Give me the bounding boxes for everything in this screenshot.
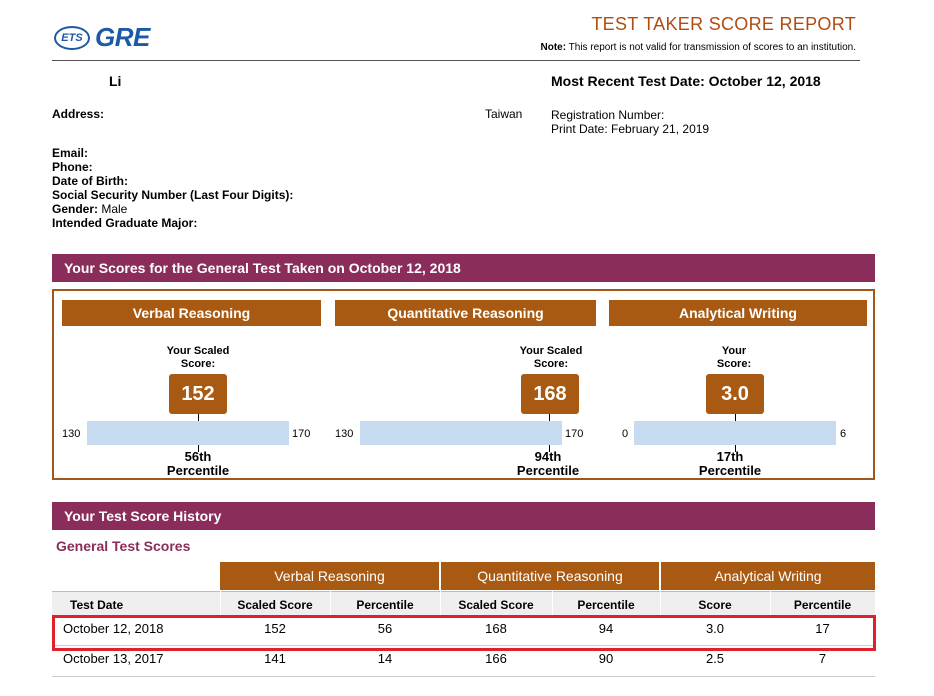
quant-score-badge: 168 xyxy=(521,374,579,414)
personal-info xyxy=(52,146,293,230)
address-label: Address: xyxy=(52,107,105,121)
col-writing-percentile: Percentile xyxy=(793,598,852,612)
writing-scaled-label xyxy=(694,345,774,371)
registration-block xyxy=(551,108,709,136)
writing-range-max: 6 xyxy=(840,428,847,440)
report-note xyxy=(540,42,856,53)
scores-section-title: Your Scores for the General Test Taken on October 12, 2018 xyxy=(52,254,875,282)
writing-panel-header: Analytical Writing xyxy=(609,300,867,326)
verbal-scaled-label xyxy=(158,345,238,371)
col-writing-score: Score xyxy=(698,598,732,612)
writing-percentile xyxy=(685,450,775,478)
country: Taiwan xyxy=(485,107,523,121)
verbal-label-line2: Score: xyxy=(180,358,216,370)
quant-range-min: 130 xyxy=(335,428,354,440)
quant-score-bar xyxy=(360,421,562,445)
row-verbal-scaled: 141 xyxy=(264,650,286,666)
row-quant-percentile: 94 xyxy=(598,620,614,636)
quant-label-line2: Score: xyxy=(533,358,569,370)
row-quant-percentile: 90 xyxy=(598,650,614,666)
row-writing-score: 2.5 xyxy=(705,650,725,666)
quant-percentile xyxy=(503,450,593,478)
print-date: Print Date: February 21, 2019 xyxy=(551,122,710,136)
quant-panel xyxy=(335,300,596,476)
history-section-title: Your Test Score History xyxy=(52,502,875,530)
candidate-name: Li xyxy=(109,73,122,89)
col-test-date: Test Date xyxy=(70,598,124,612)
history-group-verbal: Verbal Reasoning xyxy=(220,562,439,590)
verbal-score-bar xyxy=(87,421,289,445)
verbal-panel xyxy=(62,300,321,476)
quant-range-max: 170 xyxy=(565,428,584,440)
writing-label-line2: Score: xyxy=(716,358,752,370)
quant-scaled-label xyxy=(511,345,591,371)
writing-percentile-word: Percentile xyxy=(698,463,762,478)
history-group-quant: Quantitative Reasoning xyxy=(441,562,659,590)
writing-panel xyxy=(609,300,867,476)
writing-label-line1: Your xyxy=(721,345,747,357)
phone-label: Phone: xyxy=(52,160,93,174)
registration-number-label: Registration Number: xyxy=(551,108,665,122)
quant-percentile-value: 94th xyxy=(534,449,562,464)
gre-logo xyxy=(54,22,150,53)
row-quant-scaled: 166 xyxy=(485,650,507,666)
row-verbal-scaled: 152 xyxy=(264,620,286,636)
scores-box xyxy=(52,289,875,480)
row-test-date: October 13, 2017 xyxy=(63,650,164,666)
note-text: This report is not valid for transmission of scores to an institution. xyxy=(566,42,856,53)
report-title: TEST TAKER SCORE REPORT xyxy=(591,14,856,34)
verbal-panel-header: Verbal Reasoning xyxy=(62,300,321,326)
row-writing-percentile: 7 xyxy=(818,650,827,666)
history-subtitle: General Test Scores xyxy=(56,538,191,554)
writing-percentile-value: 17th xyxy=(716,449,744,464)
email-label: Email: xyxy=(52,146,89,160)
quant-label-line1: Your Scaled xyxy=(519,345,583,357)
verbal-percentile-value: 56th xyxy=(184,449,212,464)
col-quant-percentile: Percentile xyxy=(577,598,635,612)
writing-range-min: 0 xyxy=(622,428,629,440)
col-quant-scaled: Scaled Score xyxy=(458,598,534,612)
row-verbal-percentile: 56 xyxy=(377,620,393,636)
row-test-date: October 12, 2018 xyxy=(63,620,164,636)
row-verbal-percentile: 14 xyxy=(377,650,393,666)
col-verbal-percentile: Percentile xyxy=(356,598,414,612)
major-label: Intended Graduate Major: xyxy=(52,216,198,230)
verbal-score-badge: 152 xyxy=(169,374,227,414)
gender-label: Gender: xyxy=(52,202,99,216)
ets-logo-mark: ETS xyxy=(54,26,90,50)
ssn-label: Social Security Number (Last Four Digits): xyxy=(52,188,294,202)
quant-panel-header: Quantitative Reasoning xyxy=(335,300,596,326)
verbal-percentile-word: Percentile xyxy=(166,463,230,478)
row-writing-score: 3.0 xyxy=(705,620,725,636)
verbal-percentile xyxy=(153,450,243,478)
row-divider xyxy=(52,676,875,677)
verbal-label-line1: Your Scaled xyxy=(166,345,230,357)
quant-percentile-word: Percentile xyxy=(516,463,580,478)
writing-score-bar xyxy=(634,421,836,445)
gre-wordmark: GRE xyxy=(95,22,150,52)
gender-value: Male xyxy=(98,202,128,216)
note-label: Note: xyxy=(540,42,567,53)
gender-row xyxy=(52,202,293,216)
col-verbal-scaled: Scaled Score xyxy=(237,598,313,612)
dob-label: Date of Birth: xyxy=(52,174,128,188)
most-recent-test-date: Most Recent Test Date: October 12, 2018 xyxy=(551,73,821,89)
verbal-range-min: 130 xyxy=(62,428,81,440)
row-quant-scaled: 168 xyxy=(485,620,507,636)
highlight-box xyxy=(52,615,876,651)
header-divider xyxy=(52,60,860,61)
writing-score-badge: 3.0 xyxy=(706,374,764,414)
verbal-range-max: 170 xyxy=(292,428,311,440)
row-writing-percentile: 17 xyxy=(815,620,830,636)
history-group-writing: Analytical Writing xyxy=(661,562,875,590)
